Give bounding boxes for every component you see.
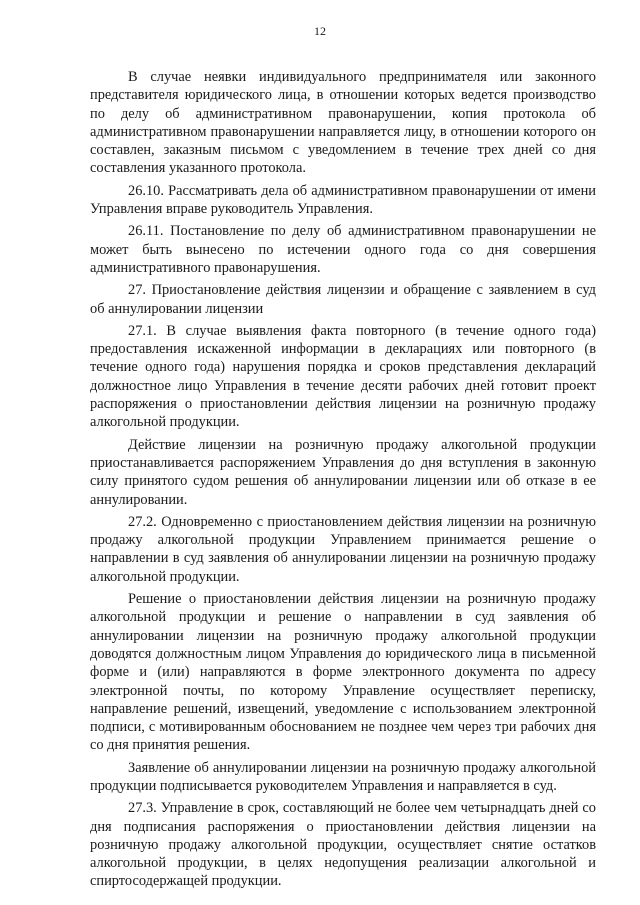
paragraph-27-1: 27.1. В случае выявления факта повторного (в течение одного года) предоставления искаженной информации в декларациях или повторного (в течение одного года) нарушения порядка и сроков представления деклараций должностное лицо Управления в течение десяти рабочих дней готовит проект распоряжения о приостановлении действия лицензии на розничную продажу алкогольной продукции. <box>90 322 596 431</box>
page-number: 12 <box>314 24 326 38</box>
paragraph-27-3: 27.3. Управление в срок, составляющий не более чем четырнадцать дней со дня подписания распоряжения о приостановлении действия лицензии на розничную продажу алкогольной продукции, осуществляет снятие остатков алкогольной продукции, в целях недопущения реализации алкогольной и спиртосодержащей продукции. <box>90 800 596 890</box>
paragraph-court-application: Заявление об аннулировании лицензии на розничную продажу алкогольной продукции подписывается руководителем Управления и направляется в суд. <box>90 759 596 794</box>
paragraph-26-11: 26.11. Постановление по делу об административном правонарушении не может быть вынесено по истечении одного года со дня совершения административного правонарушения. <box>90 223 596 276</box>
document-body <box>90 68 596 895</box>
paragraph-26-10: 26.10. Рассматривать дела об административном правонарушении от имени Управления вправе руководитель Управления. <box>90 182 596 218</box>
paragraph-27-2: 27.2. Одновременно с приостановлением действия лицензии на розничную продажу алкогольной продукции Управлением принимается решение о направлении в суд заявления об аннулировании лицензии на розничную продажу алкогольной продукции. <box>90 513 596 585</box>
paragraph-suspension-effect: Действие лицензии на розничную продажу алкогольной продукции приостанавливается распоряжением Управления до дня вступления в законную силу принятого судом решения об аннулировании лицензии или об отказе в ее аннулировании. <box>90 436 596 508</box>
paragraph-notice-copy: В случае неявки индивидуального предпринимателя или законного представителя юридического лица, в отношении которых ведется производство по делу об административном правонарушении, копия протокола об административном правонарушении направляется лицу, в отношении которого он составлен, заказным письмом с уведомлением в течение трех дней со дня составления указанного протокола. <box>90 69 596 177</box>
section-heading-27: 27. Приостановление действия лицензии и обращение с заявлением в суд об аннулировании лицензии <box>90 282 596 317</box>
paragraph-decision-delivery: Решение о приостановлении действия лицензии на розничную продажу алкогольной продукции и решение о направлении в суд заявления об аннулировании лицензии на розничную продажу алкогольной продукции доводятся должностным лицом Управления до юридического лица в письменной форме и (или) направляются в форме электронного документа по адресу электронной почты, по которому Управление осуществляет переписку, направление решений, извещений, уведомление с использованием электронной подписи, с мотивированным обоснованием не позднее чем через три рабочих дня со дня принятия решения. <box>90 591 596 754</box>
